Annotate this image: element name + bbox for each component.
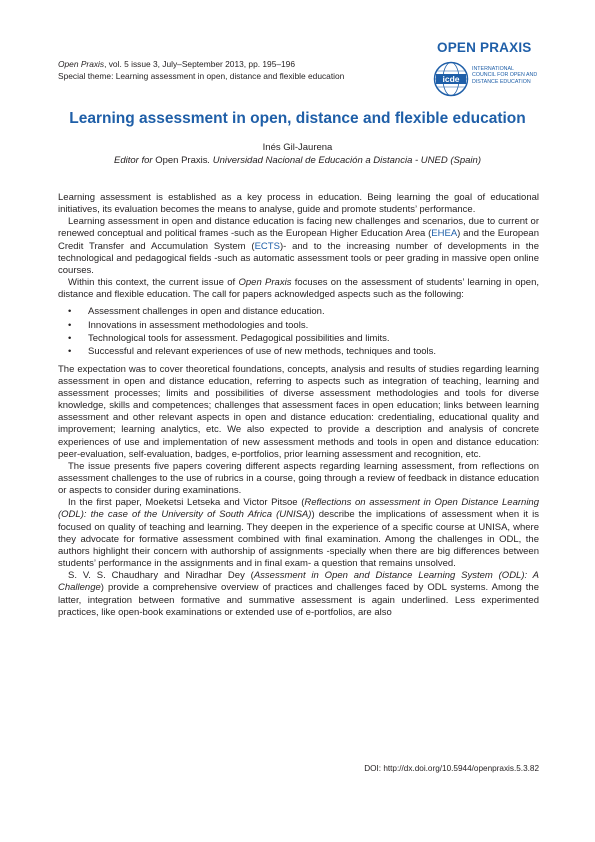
journal-name: Open Praxis: [58, 59, 105, 69]
org-line: DISTANCE EDUCATION: [472, 78, 531, 85]
org-line: COUNCIL FOR OPEN AND: [472, 72, 538, 79]
brand-organization: [472, 66, 537, 85]
paragraph: Learning assessment is established as a key process in education. Being learning the goal of educational initiatives, its evaluation becomes the means to analyse, guide and promote students’ performance.: [58, 192, 539, 216]
special-theme: Special theme: Learning assessment in open, distance and flexible education: [58, 71, 345, 81]
author-affiliation: [0, 155, 595, 166]
list-item: • Assessment challenges in open and distance education.: [58, 305, 539, 318]
text-run: ) and the European Credit Transfer and Accumulation System (: [58, 228, 540, 252]
icde-globe-logo: [433, 61, 469, 97]
list-item: • Innovations in assessment methodologies and tools.: [58, 319, 539, 332]
affiliation-journal: Open Praxis: [155, 155, 208, 166]
text-run: ) provide a comprehensive overview of practices and challenges faced by ODL systems. Among the latter, integration between formative and summative assessment is again underlined. Less experimented practices, like open-book examinations or extended use of e-portfolios, are also: [58, 582, 539, 618]
ehea-link[interactable]: EHEA: [431, 228, 458, 240]
article-body: [58, 192, 539, 619]
text-run: focuses on the assessment of students’ learning in open, distance and flexible education. The call for papers acknowledged aspects such as the following:: [58, 277, 540, 301]
paragraph: The expectation was to cover theoretical foundations, concepts, analysis and results of studies regarding learning assessment in open and distance education, referring to aspects such as integration of teaching, learning and assessment processes; limits and possibilities of diverse assessment methodologies and tools for diverse knowledge, skills and competences; challenges that assessment faces in open education; links between learning assessment and other relevant aspects in open and distance education: credentialing, educational quality and improvement; learning analytics, etc. We also expected to provide a description and analysis of concrete experiences of use and implementation of new assessment methods and tools in open and distance education: peer-evaluation, self-evaluation, badges, e-portfolios, prior learning assessment and recognition, etc.: [58, 363, 539, 460]
text-run: Learning assessment in open and distance education is facing new challenges and scenarios, due to current or renewed conceptual and political frames -such as the European Higher Education Area (: [58, 216, 539, 240]
cited-paper-title: Assessment in Open and Distance Learning System (ODL): A Challenge: [58, 570, 539, 594]
running-header: [58, 58, 344, 82]
text-run: S. V. S. Chaudhary and Niradhar Dey (: [68, 570, 254, 582]
paragraph: [58, 570, 539, 619]
affiliation-institution: . Universidad Nacional de Educación a Distancia - UNED (Spain): [207, 155, 481, 166]
list-item: • Technological tools for assessment. Pedagogical possibilities and limits.: [58, 332, 539, 345]
call-aspects-list: [58, 305, 539, 358]
journal-details: , vol. 5 issue 3, July–September 2013, pp. 195–196: [104, 59, 295, 69]
text-run: In the first paper, Moeketsi Letseka and Victor Pitsoe (: [68, 497, 305, 509]
doi-footer[interactable]: DOI: http://dx.doi.org/10.5944/openpraxis.5.3.82: [364, 764, 539, 773]
paragraph: [58, 277, 539, 301]
text-run: Within this context, the current issue of: [68, 277, 239, 289]
paragraph: [58, 216, 539, 277]
article-title: Learning assessment in open, distance and flexible education: [69, 110, 526, 127]
org-line: INTERNATIONAL: [472, 66, 514, 72]
cited-paper-title: Reflections on assessment in Open Distance Learning (ODL): the case of the University of South Africa (UNISA): [58, 497, 539, 521]
journal-name-inline: Open Praxis: [238, 277, 292, 289]
journal-brand: [433, 40, 555, 97]
paragraph: The issue presents five papers covering different aspects regarding learning assessment, from reflections on assessment challenges to the use of rubrics in a course, going through a review of feedback in distance education or aspects to consider during examinations.: [58, 460, 539, 497]
logo-text: icde: [442, 74, 460, 85]
paragraph: [58, 497, 539, 570]
journal-citation: [58, 58, 344, 70]
ects-link[interactable]: ECTS: [254, 240, 280, 252]
editor-for: Editor for: [114, 155, 153, 166]
list-item: • Successful and relevant experiences of use of new methods, techniques and tools.: [58, 345, 539, 358]
text-run: ) describe the implications of assessment when it is focused on quality of teaching and learning. They deepen in the experience of a specific course at UNISA, where they advocate for formative assessment combined with final examination. Among the challenges in ODL, the authors highlight their concern with authorship of assignments -specially when there are big differences between students’ performance in the assignments and in final exam- a question that remains unsolved.: [58, 509, 539, 570]
text-run: )- and to the increasing number of developments in the technological and pedagogical fields -such as automatic assessment tools or peer grading in massive open online courses.: [58, 240, 540, 276]
author-name: Inés Gil-Jaurena: [262, 142, 333, 153]
brand-title: OPEN PRAXIS: [437, 40, 532, 55]
